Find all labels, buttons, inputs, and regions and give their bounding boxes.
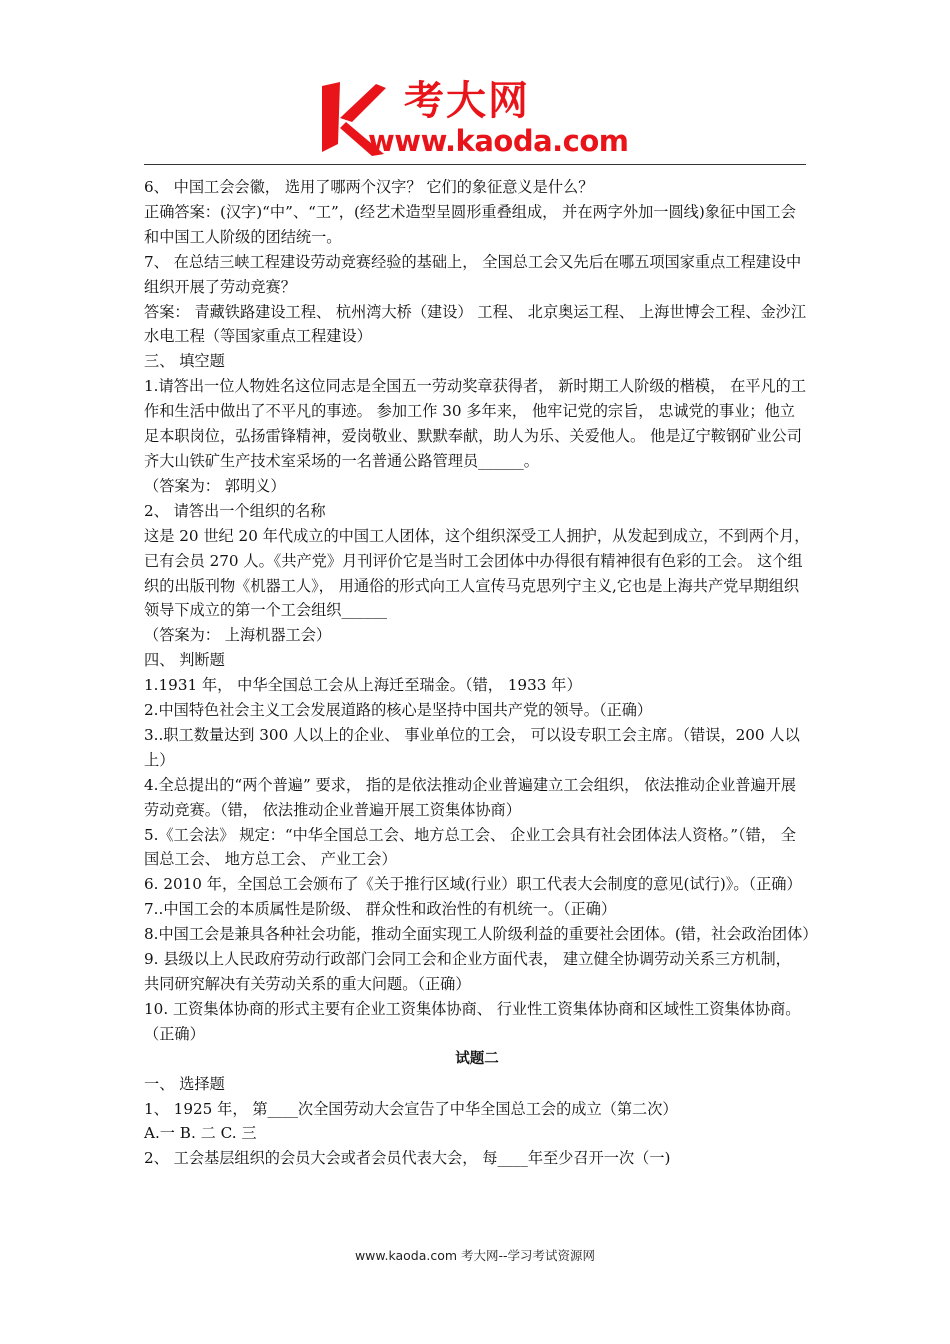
text-line: 2.中国特色社会主义工会发展道路的核心是坚持中国共产党的领导。（正确） [144, 701, 653, 720]
text-line: 6、 中国工会会徽， 选用了哪两个汉字？ 它们的象征意义是什么？ [144, 178, 594, 196]
text-line: 正确答案：(汉字)“中”、“工”，(经艺术造型呈圆形重叠组成， 并在两字外加一圆线)象征中国工会和中国工人阶级的团结统一。 [144, 202, 796, 246]
text-line: 6. 2010 年，全国总工会颁布了《关于推行区域(行业）职工代表大会制度的意见(试行)》。（正确） [144, 875, 802, 894]
text-line: 1.1931 年， 中华全国总工会从上海迁至瑞金。（错， 1933 年） [144, 676, 582, 695]
text-line: 4.全总提出的“两个普遍” 要求， 指的是依法推动企业普遍建立工会组织， 依法推动企业普遍开展劳动竞赛。（错， 依法推动企业普遍开展工资集体协商） [144, 775, 797, 819]
text-line: 答案： 青藏铁路建设工程、 杭州湾大桥（建设） 工程、 北京奥运工程、 上海世博会工程、金沙江水电工程（等国家重点工程建设） [144, 302, 807, 346]
text-line: A.一 B. 二 C. 三 [144, 1124, 257, 1143]
text-line: 3..职工数量达到 300 人以上的企业、 事业单位的工会， 可以设专职工会主席。（错误，200 人以上） [144, 725, 800, 769]
section-heading: 一、 选择题 [144, 1074, 225, 1093]
page-footer: www.kaoda.com 考大网--学习考试资源网 [354, 1248, 596, 1263]
header-divider [144, 164, 806, 165]
text-line: 2、 工会基层组织的会员大会或者会员代表大会， 每____年至少召开一次（一) [144, 1149, 671, 1168]
text-line: 1、 1925 年， 第____次全国劳动大会宣告了中华全国总工会的成立（第二次） [144, 1099, 678, 1118]
text-line: 1.请答出一位人物姓名这位同志是全国五一劳动奖章获得者， 新时期工人阶级的楷模， 在平凡的工作和生活中做出了不平凡的事迹。 参加工作 30 多年来， 他牢记党的宗旨， 忠诚党的事业；他立足本职岗位，弘扬雷锋精神，爱岗敬业、默默奉献，助人为乐、关爱他人。 他是辽宁鞍钢矿业公司齐大山铁矿生产技术室采场的一名普通公路管理员______。 [144, 377, 807, 470]
text-line: 9. 县级以上人民政府劳动行政部门会同工会和企业方面代表， 建立健全协调劳动关系三方机制， 共同研究解决有关劳动关系的重大问题。（正确） [144, 950, 791, 993]
document-body [144, 175, 818, 1171]
text-line: （答案为： 郭明义） [144, 476, 286, 495]
text-line: 2、 请答出一个组织的名称 [144, 501, 326, 520]
text-line: 10. 工资集体协商的形式主要有企业工资集体协商、 行业性工资集体协商和区域性工资集体协商。（正确） [144, 999, 801, 1043]
text-line: 这是 20 世纪 20 年代成立的中国工人团体，这个组织深受工人拥护，从发起到成立，不到两个月，已有会员 270 人。《共产党》月刊评价它是当时工会团体中办得很有精神很有色彩的工会。 这个组织的出版刊物《机器工人》， 用通俗的形式向工人宣传马克思列宁主义,它也是上海共产党早期组织领导下成立的第一个工会组织______ [144, 526, 810, 620]
text-line: 7、 在总结三峡工程建设劳动竞赛经验的基础上， 全国总工会又先后在哪五项国家重点工程建设中组织开展了劳动竞赛？ [144, 252, 802, 296]
section-heading: 四、 判断题 [144, 651, 225, 670]
kaoda-logo [318, 78, 638, 160]
text-line: 7..中国工会的本质属性是阶级、 群众性和政治性的有机统一。（正确） [144, 900, 617, 919]
text-line: 5.《工会法》 规定：“中华全国总工会、地方总工会、 企业工会具有社会团体法人资格。”（错， 全国总工会、 地方总工会、 产业工会） [144, 825, 796, 869]
section-title: 试题二 [455, 1050, 499, 1067]
logo-title: 考大网 [404, 78, 530, 124]
text-line: 8.中国工会是兼具各种社会功能，推动全面实现工人阶级利益的重要社会团体。(错，社会政治团体） [144, 925, 818, 944]
section-heading: 三、 填空题 [144, 352, 225, 371]
logo-url: www.kaoda.com [368, 124, 629, 158]
text-line: （答案为： 上海机器工会） [144, 626, 332, 645]
